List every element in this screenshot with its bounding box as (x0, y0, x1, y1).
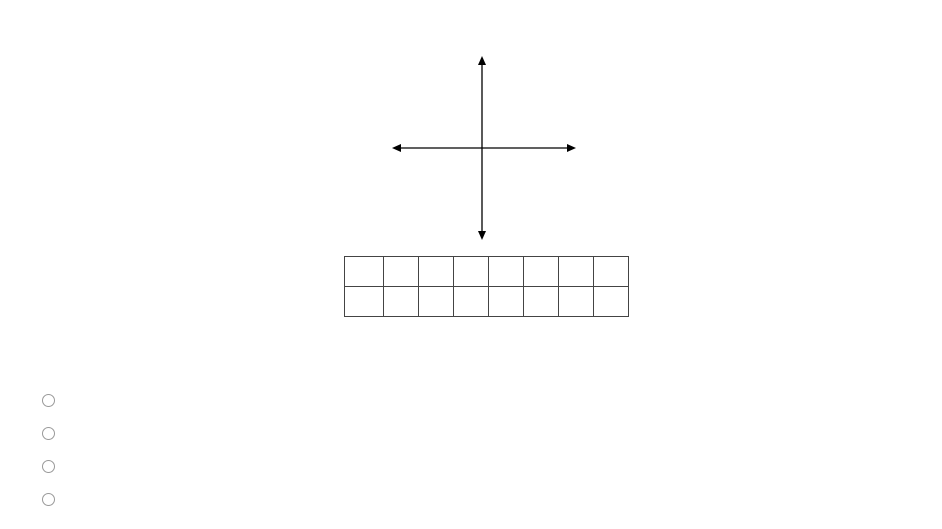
option-d[interactable] (42, 489, 93, 509)
radio-d[interactable] (42, 493, 55, 506)
table-cell (524, 257, 559, 287)
radio-b[interactable] (42, 427, 55, 440)
table-cell (454, 257, 489, 287)
table-cell (594, 257, 629, 287)
table-row (345, 287, 629, 317)
table-cell (419, 257, 454, 287)
g-table (344, 256, 629, 317)
option-c[interactable] (42, 456, 93, 476)
table-cell (489, 287, 524, 317)
g-header-cell (345, 287, 384, 317)
y-axis-up-arrow (478, 56, 486, 65)
table-row (345, 257, 629, 287)
x-axis-left-arrow (392, 144, 401, 152)
table-cell (419, 287, 454, 317)
table-cell (384, 257, 419, 287)
graph-f (380, 36, 610, 248)
table-cell (559, 257, 594, 287)
y-axis-down-arrow (478, 231, 486, 240)
table-cell (454, 287, 489, 317)
table-cell (489, 257, 524, 287)
radio-a[interactable] (42, 394, 55, 407)
table-cell (524, 287, 559, 317)
table-cell (384, 287, 419, 317)
radio-c[interactable] (42, 460, 55, 473)
table-cell (594, 287, 629, 317)
x-header-cell (345, 257, 384, 287)
x-axis-right-arrow (567, 144, 576, 152)
table-cell (559, 287, 594, 317)
option-b[interactable] (42, 423, 93, 443)
option-a[interactable] (42, 390, 93, 410)
